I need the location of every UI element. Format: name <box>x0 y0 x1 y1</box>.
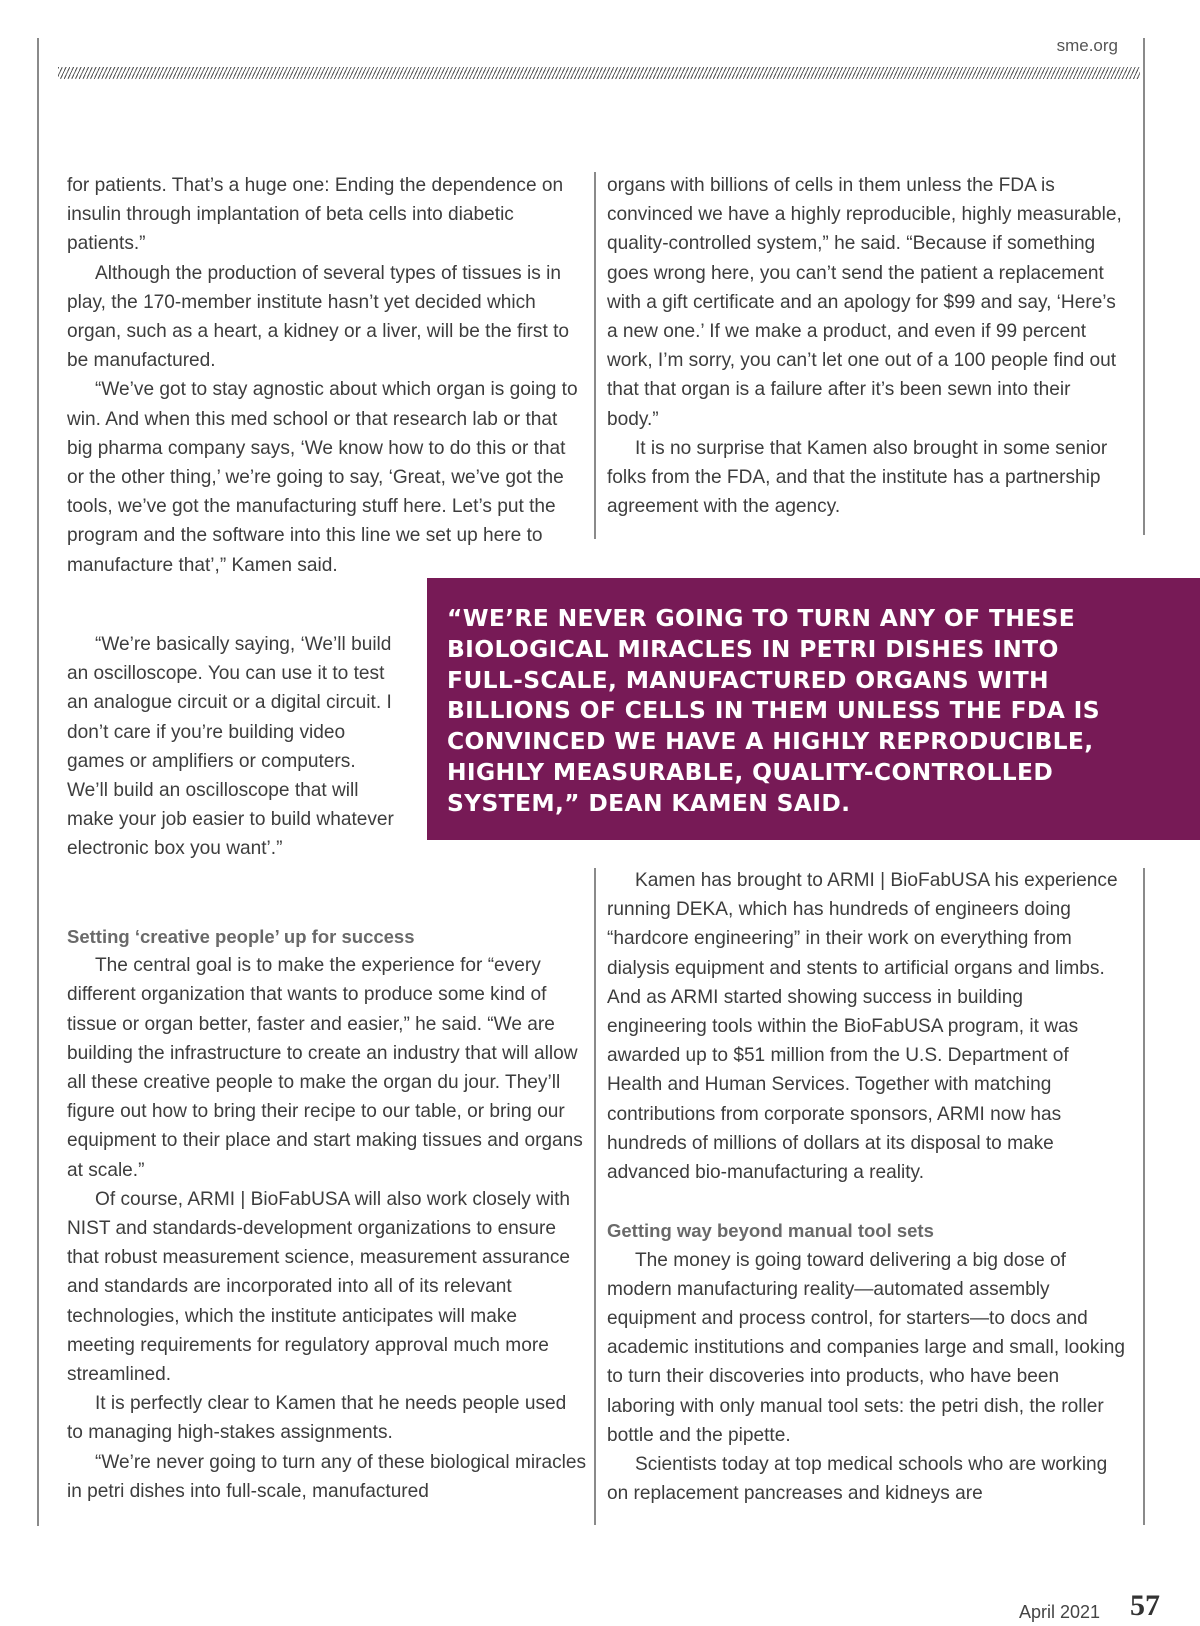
paragraph: Of course, ARMI | BioFabUSA will also work closely with NIST and standards-development organizations to ensure that robust measurement science, measurement assurance and standards are incorporated into all of its relevant technologies, which the institute anticipates will make meeting requirements for regulatory approval much more streamlined. <box>67 1188 571 1386</box>
header-hatch-rule <box>58 67 1140 79</box>
paragraph: for patients. That’s a huge one: Ending the dependence on insulin through implantation of beta cells into diabetic patients.” <box>67 175 564 255</box>
right-column-top <box>607 171 1127 521</box>
section-heading: Setting ‘creative people’ up for success <box>67 926 415 947</box>
right-margin-rule-bottom <box>1143 868 1145 1525</box>
paragraph: Scientists today at top medical schools who are working on replacement pancreases and kidneys are <box>607 1454 1108 1505</box>
paragraph: It is perfectly clear to Kamen that he needs people used to managing high-stakes assignments. <box>67 1393 567 1444</box>
issue-date: April 2021 <box>1018 1602 1100 1622</box>
pull-quote-line: SYSTEM,” DEAN KAMEN SAID. <box>447 788 851 817</box>
paragraph: It is no surprise that Kamen also brought in some senior folks from the FDA, and that the institute has a partnership agreement with the agency. <box>607 437 1108 518</box>
left-column-narrow <box>67 630 397 864</box>
column-divider-bottom <box>594 868 596 1525</box>
pull-quote <box>427 578 1200 840</box>
pull-quote-line: HIGHLY MEASURABLE, QUALITY-CONTROLLED <box>447 757 1054 786</box>
right-column-bottom <box>607 866 1127 1508</box>
pull-quote-line: BIOLOGICAL MIRACLES IN PETRI DISHES INTO <box>447 634 1059 663</box>
paragraph: The money is going toward delivering a big dose of modern manufacturing reality—automated assembly equipment and process control, for starters—to docs and academic institutions and companies large and small, looking to turn their discoveries into products, who have been laboring with only manual tool sets: the petri dish, the roller bottle and the pipette. <box>607 1249 1125 1446</box>
left-column-bottom <box>67 922 587 1506</box>
paragraph: Kamen has brought to ARMI | BioFabUSA his experience running DEKA, which has hundreds of engineers doing “hardcore engineering” in their work on everything from dialysis equipment and stents to artificial organs and limbs. And as ARMI started showing success in building engineering tools within the BioFabUSA program, it was awarded up to $51 million from the U.S. Department of Health and Human Services. Together with matching contributions from corporate sponsors, ARMI now has hundreds of millions of dollars at its disposal to make advanced bio-manufacturing a reality. <box>607 870 1118 1184</box>
paragraph: organs with billions of cells in them unless the FDA is convinced we have a highly reproducible, highly measurable, quality-controlled system,” he said. “Because if something goes wrong here, you can’t send the patient a replacement with a gift certificate and an apology for $99 and say, ‘Here’s a new one.’ If we make a product, and even if 99 percent work, I’m sorry, you can’t let one out of a 100 people find out that that organ is a failure after it’s been sewn into their body.” <box>607 175 1122 430</box>
paragraph: “We’re basically saying, ‘We’ll build an oscilloscope. You can use it to test an analogue circuit or a digital circuit. I don’t care if you’re building video games or amplifiers or computers. We’ll build an oscilloscope that will make your job easier to build whatever electronic box you want’.” <box>67 634 394 860</box>
paragraph: Although the production of several types of tissues is in play, the 170-member institute hasn’t yet decided which organ, such as a heart, a kidney or a liver, will be the first to be manufactured. <box>67 262 569 372</box>
pull-quote-line: FULL-SCALE, MANUFACTURED ORGANS WITH <box>447 665 1049 694</box>
paragraph: The central goal is to make the experience for “every different organization that wants to produce some kind of tissue or organ better, faster and easier,” he said. “We are building the infrastructure to create an industry that will allow all these creative people to make the organ du jour. They’ll figure out how to bring their recipe to our table, or bring our equipment to their place and start making tissues and organs at scale.” <box>67 955 583 1181</box>
site-url: sme.org <box>1056 36 1118 55</box>
pull-quote-line: CONVINCED WE HAVE A HIGHLY REPRODUCIBLE, <box>447 727 1094 756</box>
left-column-top <box>67 171 587 580</box>
right-margin-rule <box>1143 38 1145 535</box>
paragraph: “We’re never going to turn any of these biological miracles in petri dishes into full-scale, manufactured <box>67 1451 587 1502</box>
page-number: 57 <box>1130 1589 1160 1622</box>
paragraph: “We’ve got to stay agnostic about which organ is going to win. And when this med school or that research lab or that big pharma company says, ‘We know how to do this or that or the other thing,’ we’re going to say, ‘Great, we’ve got the tools, we’ve got the manufacturing stuff here. Let’s put the program and the software into this line we set up here to manufacture that’,” Kamen said. <box>67 379 578 576</box>
left-margin-rule <box>37 38 39 1526</box>
section-heading: Getting way beyond manual tool sets <box>607 1220 934 1242</box>
pull-quote-line: “WE’RE NEVER GOING TO TURN ANY OF THESE <box>447 604 1076 632</box>
pull-quote-line: BILLIONS OF CELLS IN THEM UNLESS THE FDA IS <box>447 696 1100 725</box>
column-divider-top <box>594 172 596 539</box>
